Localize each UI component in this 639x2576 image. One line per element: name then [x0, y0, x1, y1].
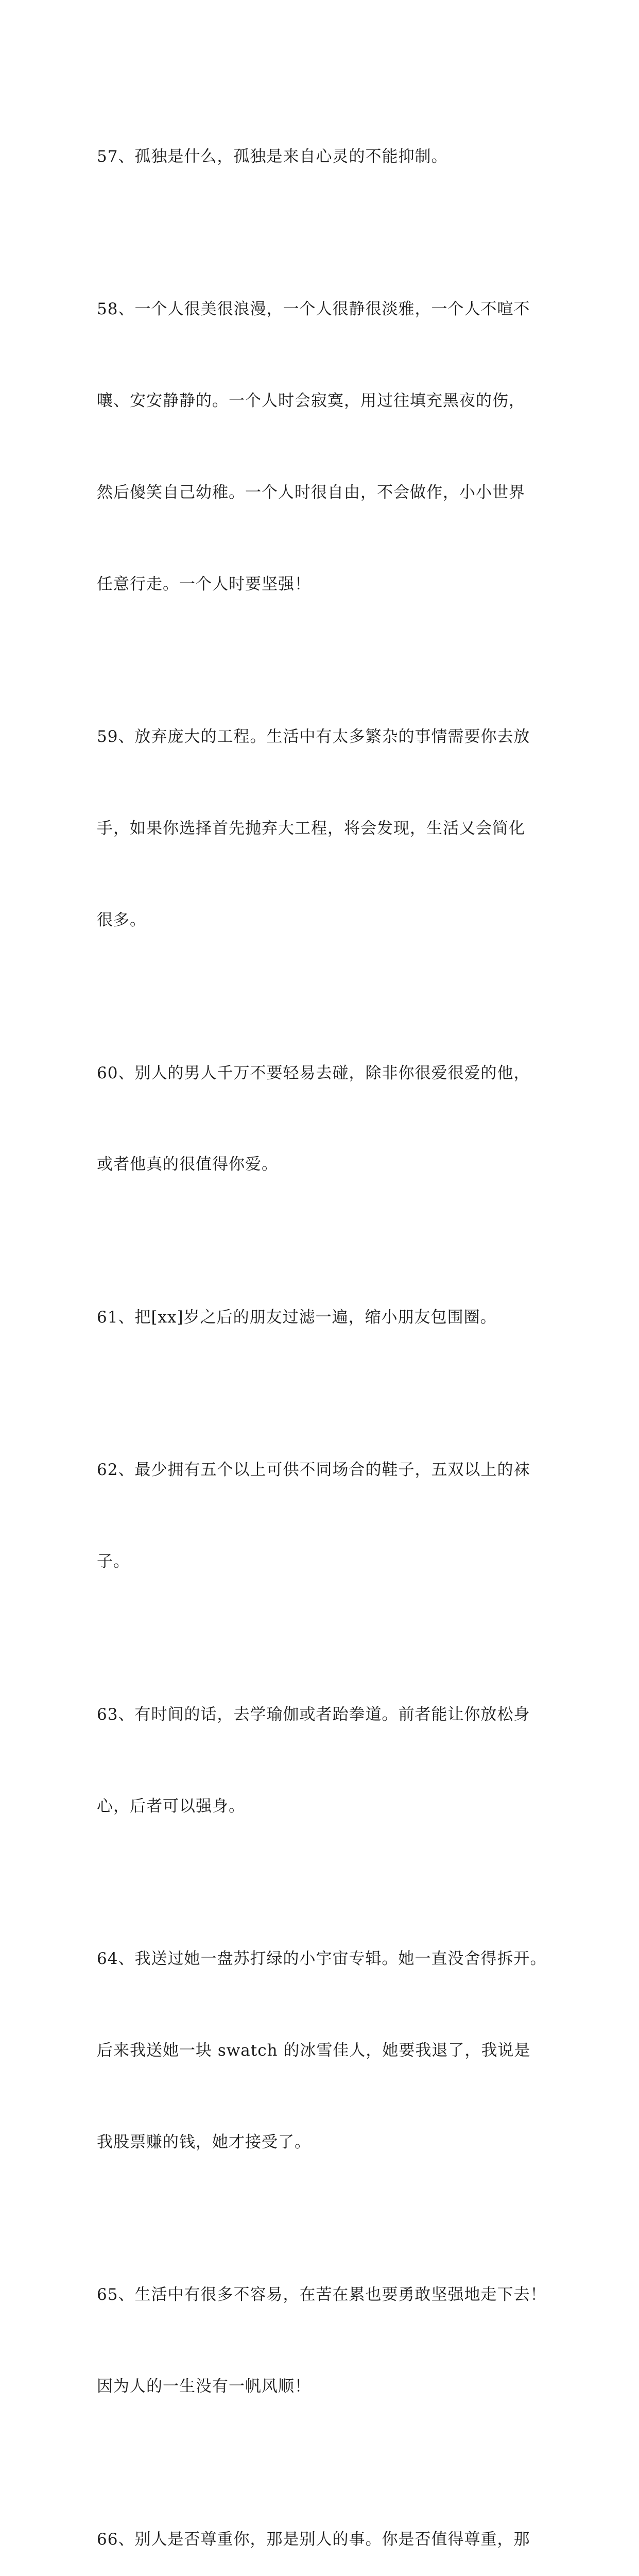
entry-59: [97, 661, 550, 997]
text-line: 60、别人的男人千万不要轻易去碰，除非你很爱很爱的他，: [97, 1063, 530, 1082]
text-line: 64、我送过她一盘苏打绿的小宇宙专辑。她一直没舍得拆开。: [97, 1950, 547, 1969]
entry-66: [97, 2463, 550, 2576]
text-line: 后来我送她一块 swatch 的冰雪佳人，她要我退了，我说是: [97, 2041, 531, 2060]
text-line: 57、孤独是什么，孤独是来自心灵的不能抑制。: [97, 147, 448, 166]
text-line: 62、最少拥有五个以上可供不同场合的鞋子，五双以上的袜: [97, 1461, 530, 1480]
text-line: 63、有时间的话，去学瑜伽或者跆拳道。前者能让你放松身: [97, 1705, 530, 1724]
text-line: 任意行走。一个人时要坚强！: [97, 574, 311, 594]
text-line: 子。: [97, 1552, 130, 1571]
entry-65: [97, 2219, 550, 2463]
text-line: 很多。: [97, 911, 146, 930]
text-line: 心，后者可以强身。: [97, 1797, 245, 1816]
text-line: 或者他真的很值得你爱。: [97, 1155, 278, 1174]
text-line: 65、生活中有很多不容易，在苦在累也要勇敢坚强地走下去！: [97, 2285, 547, 2304]
entry-57: [97, 80, 550, 233]
text-line: 嚷、安安静静的。一个人时会寂寞，用过往填充黑夜的伤，: [97, 391, 525, 410]
entry-63: [97, 1638, 550, 1883]
text-line: 然后傻笑自己幼稚。一个人时很自由，不会做作，小小世界: [97, 483, 525, 502]
document-body: [97, 80, 550, 2576]
entry-62: [97, 1394, 550, 1638]
entry-64: [97, 1883, 550, 2219]
entry-60: [97, 997, 550, 1241]
text-line: 61、把[xx]岁之后的朋友过滤一遍，缩小朋友包围圈。: [97, 1308, 497, 1327]
entry-61: [97, 1241, 550, 1394]
text-line: 66、别人是否尊重你，那是别人的事。你是否值得尊重，那: [97, 2530, 530, 2549]
text-line: 因为人的一生没有一帆风顺！: [97, 2377, 311, 2396]
entry-58: [97, 233, 550, 660]
text-line: 手，如果你选择首先抛弃大工程，将会发现，生活又会简化: [97, 819, 525, 838]
text-line: 58、一个人很美很浪漫，一个人很静很淡雅，一个人不喧不: [97, 300, 530, 319]
text-line: 我股票赚的钱，她才接受了。: [97, 2132, 311, 2151]
text-line: 59、放弃庞大的工程。生活中有太多繁杂的事情需要你去放: [97, 727, 530, 747]
